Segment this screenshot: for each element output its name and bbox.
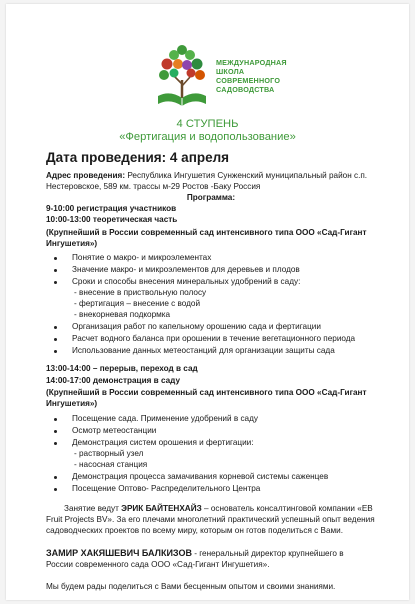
time-demo: 14:00-17:00 демонстрация в саду xyxy=(46,376,181,385)
speaker-1-line-2: Fruit Projects BV». За его плечами многолетний практический успешный опыт ведения xyxy=(46,515,375,524)
flyer-page xyxy=(6,4,409,600)
venue-note-line-2: Ингушетия») xyxy=(46,239,98,248)
list-item: Организация работ по капельному орошению сада и фертигации xyxy=(72,322,372,333)
list-item: Осмотр метеостанции xyxy=(72,426,372,437)
school-name: МЕЖДУНАРОДНАЯ ШКОЛА СОВРЕМЕННОГО САДОВОДСТВА xyxy=(216,58,287,94)
time-break: 13:00-14:00 – перерыв, переход в сад xyxy=(46,364,198,373)
venue-note-line-1: (Крупнейший в России современный сад интенсивного типа ООО «Сад-Гигант xyxy=(46,228,367,237)
speaker-2-line-1: ЗАМИР ХАКЯШЕВИЧ БАЛКИЗОВ - генеральный директор крупнейшего в xyxy=(46,548,344,558)
list-item: Демонстрация процесса замачивания корневой системы саженцев xyxy=(72,472,372,483)
list-item: Посещение сада. Применение удобрений в саду xyxy=(72,414,372,425)
sub-item: - внекорневая подкормка xyxy=(74,310,171,319)
sub-item: - внесение в приствольную полосу xyxy=(74,288,207,297)
venue-note-line-2: Ингушетия») xyxy=(46,399,98,408)
tree-book-logo-icon xyxy=(152,40,212,114)
step-title: 4 СТУПЕНЬ xyxy=(176,118,239,130)
sub-item: - фертигация – внесение с водой xyxy=(74,299,201,308)
speaker-1-line-3: садоводческих проектов по всему миру, которым он готов поделиться с Вами. xyxy=(46,526,344,535)
speaker-2-line-2: России современного сада ООО «Сад-Гигант Ингушетия». xyxy=(46,560,270,569)
closing-note: Мы будем рады поделиться с Вами бесценным опытом и своими знаниями. xyxy=(46,582,336,591)
event-date: Дата проведения: 4 апреля xyxy=(46,150,230,165)
address-line-1: Адрес проведения: Республика Ингушетия Сунженский муниципальный район с.п. xyxy=(46,171,368,180)
sub-item: - насосная станция xyxy=(74,460,148,469)
list-item: Использование данных метеостанций для организации защиты сада xyxy=(72,346,372,357)
time-theory: 10:00-13:00 теоретическая часть xyxy=(46,215,178,224)
program-heading: Программа: xyxy=(186,193,236,202)
list-item: Посещение Оптово- Распределительного Центра xyxy=(72,484,372,495)
venue-note-line-1: (Крупнейший в России современный сад интенсивного типа ООО «Сад-Гигант xyxy=(46,388,367,397)
address-line-2: Нестеровское, 589 км. трассы м-29 Ростов -Баку Россия xyxy=(46,182,261,191)
time-registration: 9-10:00 регистрация участников xyxy=(46,204,177,213)
speaker-1-line-1: Занятие ведут ЭРИК БАЙТЕНХАЙЗ – основатель консалтинговой компании «EB xyxy=(64,504,373,513)
sub-item: - растворный узел xyxy=(74,449,144,458)
list-item: Сроки и способы внесения минеральных удобрений в саду: xyxy=(72,277,372,288)
list-item: Демонстрация систем орошения и фертигации: xyxy=(72,438,372,449)
list-item: Значение макро- и микроэлементов для деревьев и плодов xyxy=(72,265,372,276)
list-item: Понятие о макро- и микроэлементах xyxy=(72,253,372,264)
list-item: Расчет водного баланса при орошении в течение вегетационного периода xyxy=(72,334,372,345)
step-subtitle: «Фертигация и водопользование» xyxy=(119,131,296,143)
